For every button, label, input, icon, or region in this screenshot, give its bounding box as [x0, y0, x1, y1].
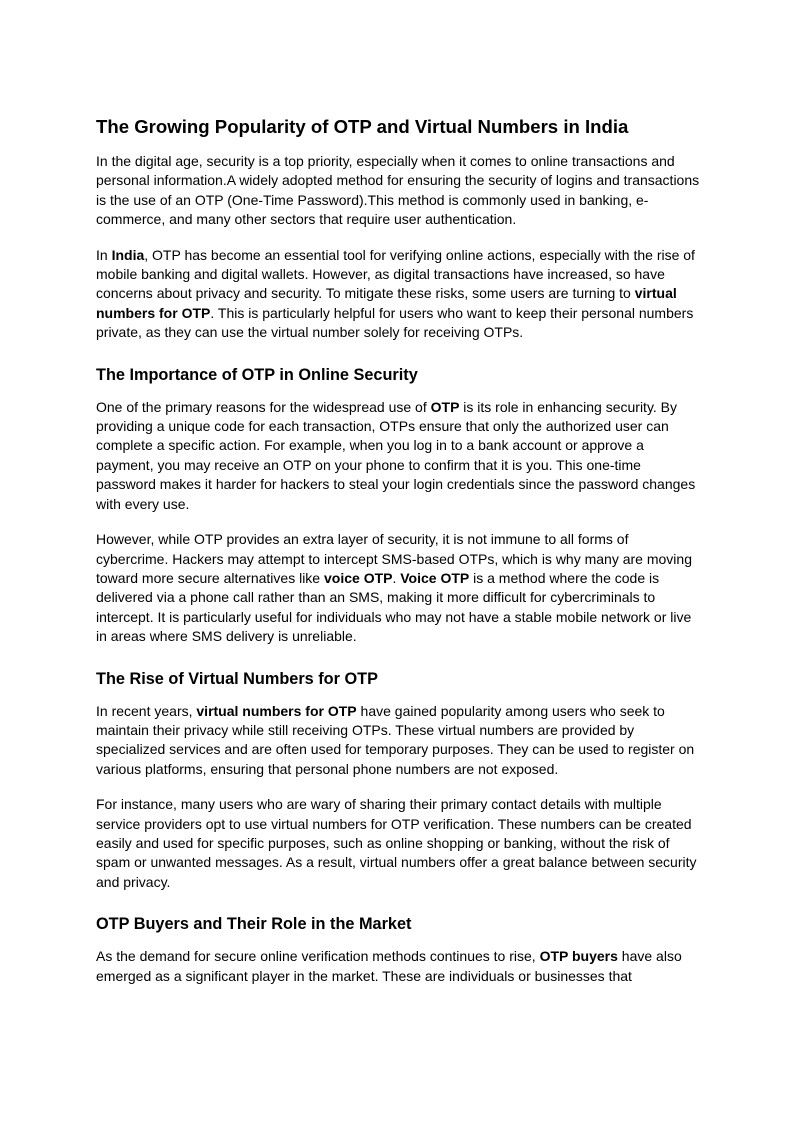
bold-virtual-numbers-for-otp: virtual numbers for OTP [96, 285, 677, 321]
intro-paragraph-1: In the digital age, security is a top priority, especially when it comes to online transactions and personal information.A widely adopted method for ensuring the security of logins and transactions is the use of an OTP (One-Time Password).This method is commonly used in banking, e-commerce, and many other sectors that require user authentication. [96, 153, 700, 228]
section1-paragraph-2 [96, 530, 702, 646]
text-run: However, while OTP provides an extra layer of security, it is not immune to all forms of cybercrime. Hackers may attempt to intercept SMS-based OTPs, which is why many are moving toward more secure alternatives like [96, 531, 692, 586]
section2-paragraph-2: For instance, many users who are wary of sharing their primary contact details with multiple service providers opt to use virtual numbers for OTP verification. These numbers can be created easily and used for specific purposes, such as online shopping or banking, without the risk of spam or unwanted messages. As a result, virtual numbers offer a great balance between security and privacy. [96, 796, 697, 890]
section1-paragraph-1 [96, 398, 702, 514]
section2-paragraph-1 [96, 702, 702, 780]
bold-voice-otp-capitalized: Voice OTP [400, 569, 470, 586]
page-title: The Growing Popularity of OTP and Virtual Numbers in India [96, 116, 629, 137]
intro-paragraph-2 [96, 246, 702, 343]
text-run: , OTP has become an essential tool for verifying online actions, especially with the rise of mobile banking and digital wallets. However, as digital transactions have increased, so have concerns about privacy and security. To mitigate these risks, some users are turning to [96, 246, 695, 302]
document-body [96, 114, 702, 1002]
text-run: . [392, 569, 401, 586]
bold-otp-buyers: OTP buyers [539, 948, 618, 965]
text-run: have gained popularity among users who seek to maintain their privacy while still receiving OTPs. These virtual numbers are provided by specialized services and are often used for temporary purposes. They can be used to register on various platforms, ensuring that personal phone numbers are not exposed. [96, 702, 695, 777]
bold-india: India [111, 246, 145, 263]
section-heading-rise-of-virtual-numbers: The Rise of Virtual Numbers for OTP [96, 669, 378, 688]
bold-virtual-numbers-for-otp: virtual numbers for OTP [196, 702, 357, 719]
text-run: In [96, 246, 112, 263]
text-run: In recent years, [96, 702, 197, 719]
section3-paragraph-1 [96, 947, 702, 986]
bold-otp: OTP [430, 398, 460, 415]
text-run: is its role in enhancing security. By providing a unique code for each transaction, OTPs ensure that only the authorized user can complete a specific action. For example, when you log in to a bank account or approve a payment, you may receive an OTP on your phone to confirm that it is you. This one-time password makes it harder for hackers to steal your login credentials since the password changes with every use. [96, 398, 696, 512]
section-heading-importance: The Importance of OTP in Online Security [96, 365, 418, 384]
text-run: have also emerged as a significant player in the market. These are individuals or businesses that [96, 948, 682, 984]
text-run: One of the primary reasons for the widespread use of [96, 398, 431, 415]
bold-voice-otp: voice OTP [324, 569, 393, 586]
text-run: . This is particularly helpful for users who want to keep their personal numbers private, as they can use the virtual number solely for receiving OTPs. [96, 304, 694, 341]
section-heading-otp-buyers: OTP Buyers and Their Role in the Market [96, 915, 412, 934]
text-run: is a method where the code is delivered via a phone call rather than an SMS, making it more difficult for cybercriminals to intercept. It is particularly useful for individuals who may not have a stable mobile network or live in areas where SMS delivery is unreliable. [96, 569, 692, 645]
text-run: As the demand for secure online verification methods continues to rise, [96, 948, 540, 965]
